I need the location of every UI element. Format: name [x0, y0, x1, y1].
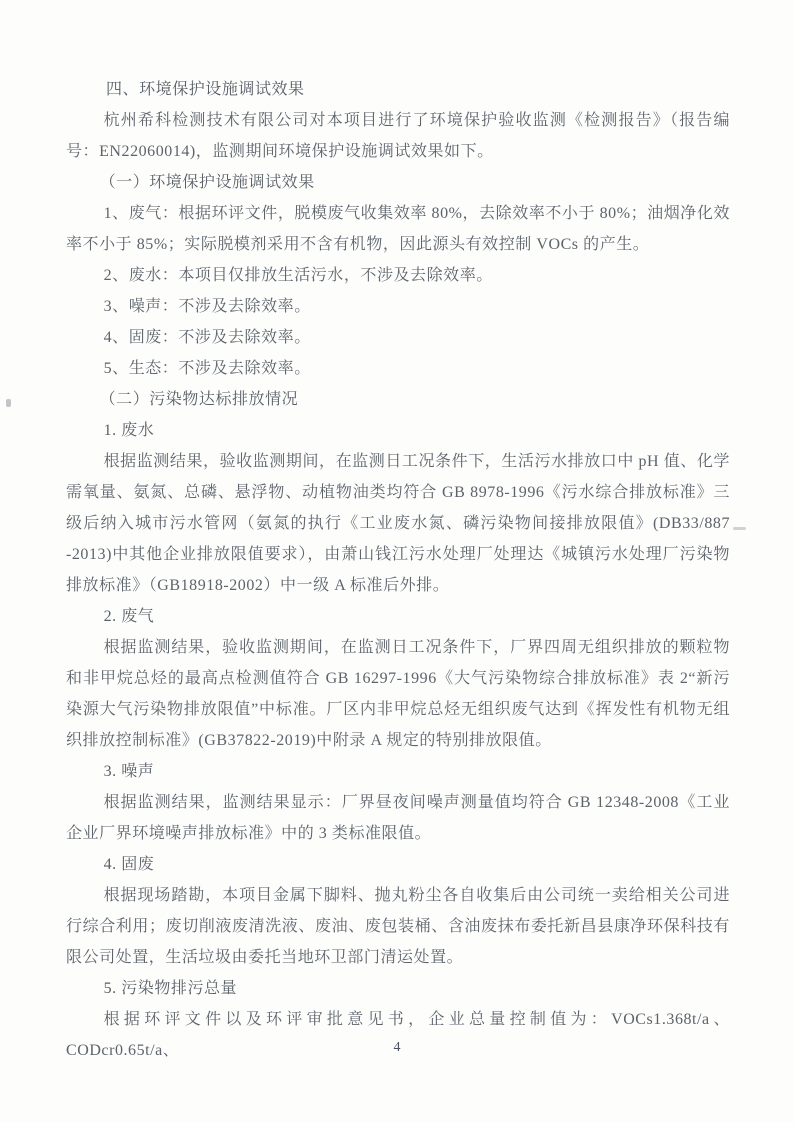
paragraph-total-emission: 根据环评文件以及环评审批意见书，企业总量控制值为：VOCs1.368t/a、CODcr0.65t/a、 [66, 1011, 730, 1059]
item-heading-total-emission: 5. 污染物排污总量 [103, 980, 238, 997]
paragraph-solidwaste: 根据现场踏勘，本项目金属下脚料、抛丸粉尘各自收集后由公司统一卖给相关公司进行综合利用；废切削液废清洗液、废油、废包装桶、含油废抹布委托新昌县康净环保科技有限公司处置，生活垃圾由委托当地环卫部门清运处置。 [66, 887, 730, 966]
item-heading-wastegas: 2. 废气 [103, 608, 155, 625]
list-item-waste-water: 2、废水：本项目仅排放生活污水，不涉及去除效率。 [103, 267, 493, 284]
list-item-noise: 3、噪声：不涉及去除效率。 [103, 298, 311, 315]
paragraph-wastewater: 根据监测结果，验收监测期间，在监测日工况条件下，生活污水排放口中 pH 值、化学需氧量、氨氮、总磷、悬浮物、动植物油类均符合 GB 8978-1996《污水综合排放标准》三级后纳入城市污水管网（氨氮的执行《工业废水氮、磷污染物间接排放限值》(DB33/887 -2013)中其他企业排放限值要求），由萧山钱江污水处理厂处理达《城镇污水处理厂污染物排放标准》（GB18918-2002）中一级 A 标准后外排。 [66, 453, 730, 594]
item-heading-noise: 3. 噪声 [103, 763, 155, 780]
subsection-heading-1: （一）环境保护设施调试效果 [99, 174, 315, 191]
document-body [66, 74, 730, 1066]
item-heading-wastewater: 1. 废水 [103, 422, 155, 439]
scan-dash-artifact [733, 527, 746, 530]
scan-speck-artifact [6, 399, 11, 407]
section-heading-4: 四、环境保护设施调试效果 [106, 81, 305, 98]
list-item-solid-waste: 4、固废：不涉及去除效率。 [103, 329, 311, 346]
paragraph-intro: 杭州希科检测技术有限公司对本项目进行了环境保护验收监测《检测报告》（报告编号：EN22060014)，监测期间环境保护设施调试效果如下。 [66, 112, 730, 160]
paragraph-wastegas: 根据监测结果，验收监测期间，在监测日工况条件下，厂界四周无组织排放的颗粒物和非甲烷总烃的最高点检测值符合 GB 16297-1996《大气污染物综合排放标准》表 2“新污染源大气污染物排放限值”中标准。厂区内非甲烷总烃无组织废气达到《挥发性有机物无组织排放控制标准》(GB37822-2019)中附录 A 规定的特别排放限值。 [66, 639, 730, 749]
paragraph-noise: 根据监测结果，监测结果显示：厂界昼夜间噪声测量值均符合 GB 12348-2008《工业企业厂界环境噪声排放标准》中的 3 类标准限值。 [66, 794, 730, 842]
item-heading-solidwaste: 4. 固废 [103, 856, 155, 873]
list-item-waste-gas: 1、废气：根据环评文件，脱模废气收集效率 80%，去除效率不小于 80%；油烟净化效率不小于 85%；实际脱模剂采用不含有机物，因此源头有效控制 VOCs 的产生。 [66, 205, 730, 253]
list-item-ecology: 5、生态：不涉及去除效率。 [103, 360, 311, 377]
page-number: 4 [393, 1040, 401, 1055]
subsection-heading-2: （二）污染物达标排放情况 [99, 391, 299, 408]
